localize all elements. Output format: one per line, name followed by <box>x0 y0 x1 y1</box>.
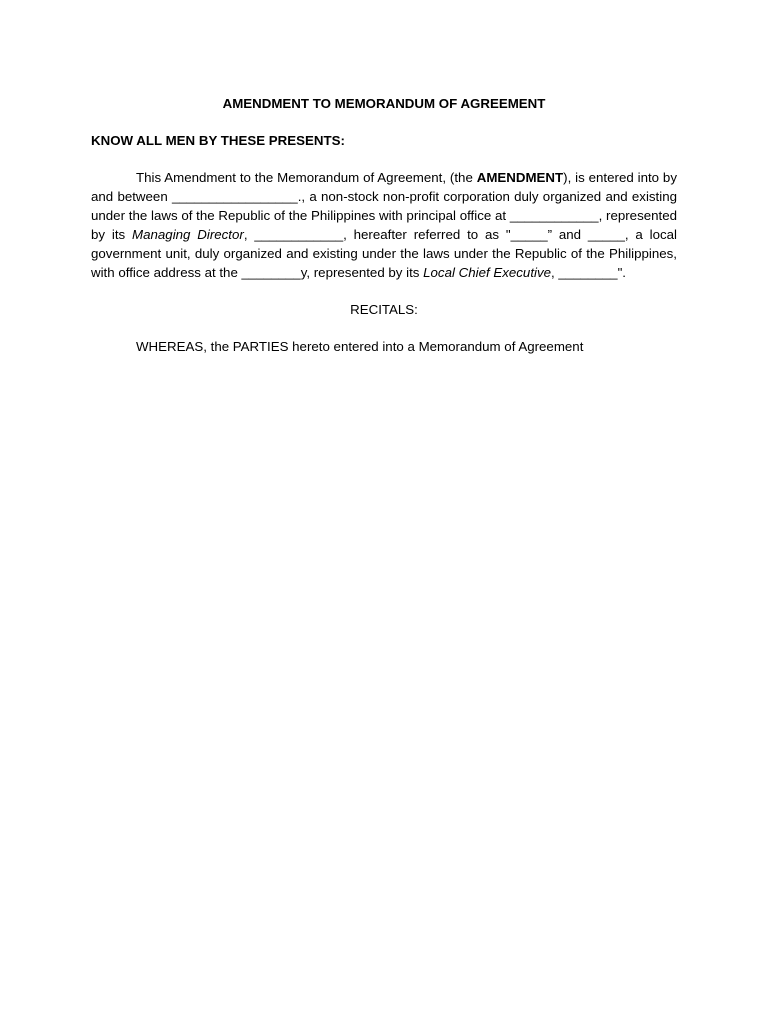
intro-text-2: ), is entered into by and between _________________., a non-stock non-profit corporation duly organized and existing under the laws of the Republic of the Philippines with principal office at ____________, represented by its <box>91 170 677 242</box>
recitals-heading: RECITALS: <box>350 302 418 317</box>
opening-heading: KNOW ALL MEN BY THESE PRESENTS: <box>91 133 345 148</box>
intro-paragraph <box>91 168 677 282</box>
whereas-clause: WHEREAS, the PARTIES hereto entered into a Memorandum of Agreement <box>136 339 584 354</box>
document-body <box>91 94 677 356</box>
intro-text-1: This Amendment to the Memorandum of Agreement, (the <box>136 170 477 185</box>
managing-director-term: Managing Director <box>132 227 244 242</box>
local-chief-executive-term: Local Chief Executive <box>423 265 552 280</box>
amendment-term: AMENDMENT <box>476 170 564 185</box>
document-title: AMENDMENT TO MEMORANDUM OF AGREEMENT <box>222 96 546 111</box>
intro-text-4: , ________". <box>551 265 626 280</box>
intro-text-3: , ____________, hereafter referred to as "_____” and _____, a local government unit, duly organized and existing under the laws under the Republic of the Philippines, with office address at the ________y, represented by its <box>91 227 677 280</box>
